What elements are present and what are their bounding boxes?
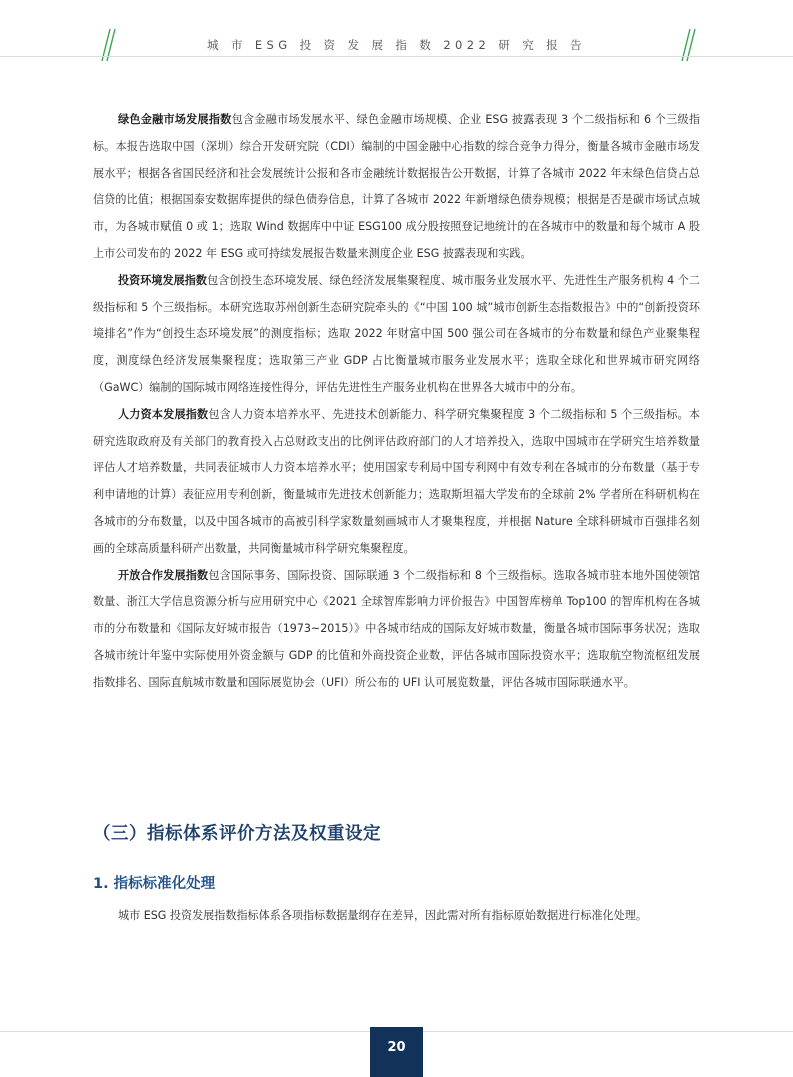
paragraph-lead: 开放合作发展指数 [118,568,209,582]
header-divider [0,56,793,57]
page-header [0,0,793,62]
page-number: 20 [370,1027,423,1077]
paragraph-human-capital [93,402,700,563]
body-text [93,107,700,697]
subsection-text: 城市 ESG 投资发展指数指标体系各项指标数据量纲存在差异，因此需对所有指标原始数据进行标准化处理。 [118,909,647,922]
subsection-heading: 1. 指标标准化处理 [93,876,216,892]
paragraph-lead: 人力资本发展指数 [118,407,209,421]
paragraph-text: 包含人力资本培养水平、先进技术创新能力、科学研究集聚程度 3 个二级指标和 5 个三级指标。本研究选取政府及有关部门的教育投入占总财政支出的比例评估政府部门的人才培养投入，选取中国城市在学研究生培养数量评估人才培养数量，共同表征城市人力资本培养水平；使用国家专利局中国专利网中有效专利在各城市的分布数量（基于专利申请地的计算）表征应用专利创新，衡量城市先进技术创新能力；选取斯坦福大学发布的全球前 2% 学者所在科研机构在各城市的分布数量，以及中国各城市的高被引科学家数量刻画城市人才聚集程度，并根据 Nature 全球科研城市百强排名刻画的全球高质量科研产出数量，共同衡量城市科学研究集聚程度。 [93,407,700,555]
paragraph-text: 包含金融市场发展水平、绿色金融市场规模、企业 ESG 披露表现 3 个二级指标和 6 个三级指标。本报告选取中国（深圳）综合开发研究院（CDI）编制的中国金融中心指数的综合竞争力得分，衡量各城市金融市场发展水平；根据各省国民经济和社会发展统计公报和各市金融统计数据报告公开数据，计算了各城市 2022 年末绿色信贷占总信贷的比值；根据国泰安数据库提供的绿色债券信息，计算了各城市 2022 年新增绿色债券规模；根据是否是碳市场试点城市，为各城市赋值 0 或 1；选取 Wind 数据库中中证 ESG100 成分股按照登记地统计的在各城市中的数量和每个城市 A 股上市公司发布的 2022 年 ESG 或可持续发展报告数量来测度企业 ESG 披露表现和实践。 [93,113,700,260]
paragraph-open-cooperation [93,563,700,697]
paragraph-lead: 投资环境发展指数 [118,273,208,287]
paragraph-investment-environment [93,268,700,402]
header-title: 城 市 ESG 投 资 发 展 指 数 2022 研 究 报 告 [206,38,587,52]
paragraph-green-finance [93,107,700,268]
paragraph-text: 包含国际事务、国际投资、国际联通 3 个二级指标和 8 个三级指标。选取各城市驻本地外国使领馆数量、浙江大学信息资源分析与应用研究中心《2021 全球智库影响力评价报告》中国智库榜单 Top100 的智库机构在各城市的分布数量和《国际友好城市报告（1973~2015）》中各城市结成的国际友好城市数量，衡量各城市国际事务状况；选取各城市统计年鉴中实际使用外资金额与 GDP 的比值和外商投资企业数，评估各城市国际投资水平；选取航空物流枢纽发展指数排名、国际直航城市数量和国际展览协会（UFI）所公布的 UFI 认可展览数量，评估各城市国际联通水平。 [93,568,700,689]
section-heading: （三）指标体系评价方法及权重设定 [93,824,381,844]
paragraph-lead: 绿色金融市场发展指数 [118,113,232,126]
paragraph-text: 包含创投生态环境发展、绿色经济发展集聚程度、城市服务业发展水平、先进性生产服务机构 4 个二级指标和 5 个三级指标。本研究选取苏州创新生态研究院牵头的《“中国 100 城”城市创新生态指数报告》中的“创新投资环境排名”作为“创投生态环境发展”的测度指标；选取 2022 年财富中国 500 强公司在各城市的分布数量和绿色产业聚集程度，测度绿色经济发展集聚程度；选取第三产业 GDP 占比衡量城市服务业发展水平；选取全球化和世界城市研究网络（GaWC）编制的国际城市网络连接性得分，评估先进性生产服务业机构在世界各大城市中的分布。 [93,273,700,394]
